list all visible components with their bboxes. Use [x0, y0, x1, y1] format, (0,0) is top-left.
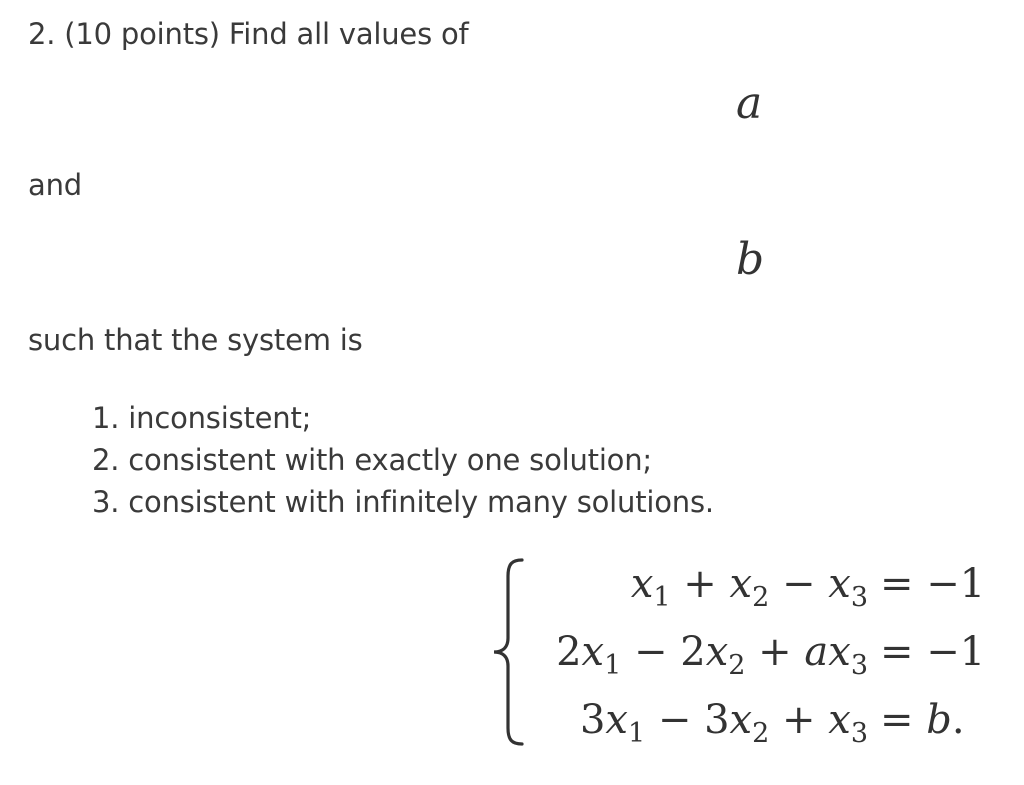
condition-list: [92, 397, 714, 523]
equation-rhs: = b.: [880, 697, 965, 743]
condition-item: 2. consistent with exactly one solution;: [92, 443, 652, 477]
equation-lhs: $2x_1 - 2x_2 + ax_3$: [556, 629, 868, 681]
problem-heading: 2. (10 points) Find all values of: [28, 17, 469, 51]
equation-row-3: [488, 690, 1008, 750]
equation-row-1: [488, 554, 1008, 614]
condition-item: 3. consistent with infinitely many solutions.: [92, 485, 714, 519]
equation-row-2: [488, 622, 1008, 682]
variable-a: a: [736, 78, 763, 129]
equation-lhs: $x_1 + x_2 - x_3$: [630, 561, 868, 613]
equation-rhs: = −1: [880, 629, 986, 675]
equation-system: [488, 552, 1008, 752]
equation-lhs: $3x_1 - 3x_2 + x_3$: [579, 697, 868, 749]
condition-item: 1. inconsistent;: [92, 401, 312, 435]
such-that-text: such that the system is: [28, 323, 363, 357]
equation-rhs: = −1: [880, 561, 986, 607]
and-text: and: [28, 168, 82, 202]
variable-b: b: [736, 234, 765, 285]
